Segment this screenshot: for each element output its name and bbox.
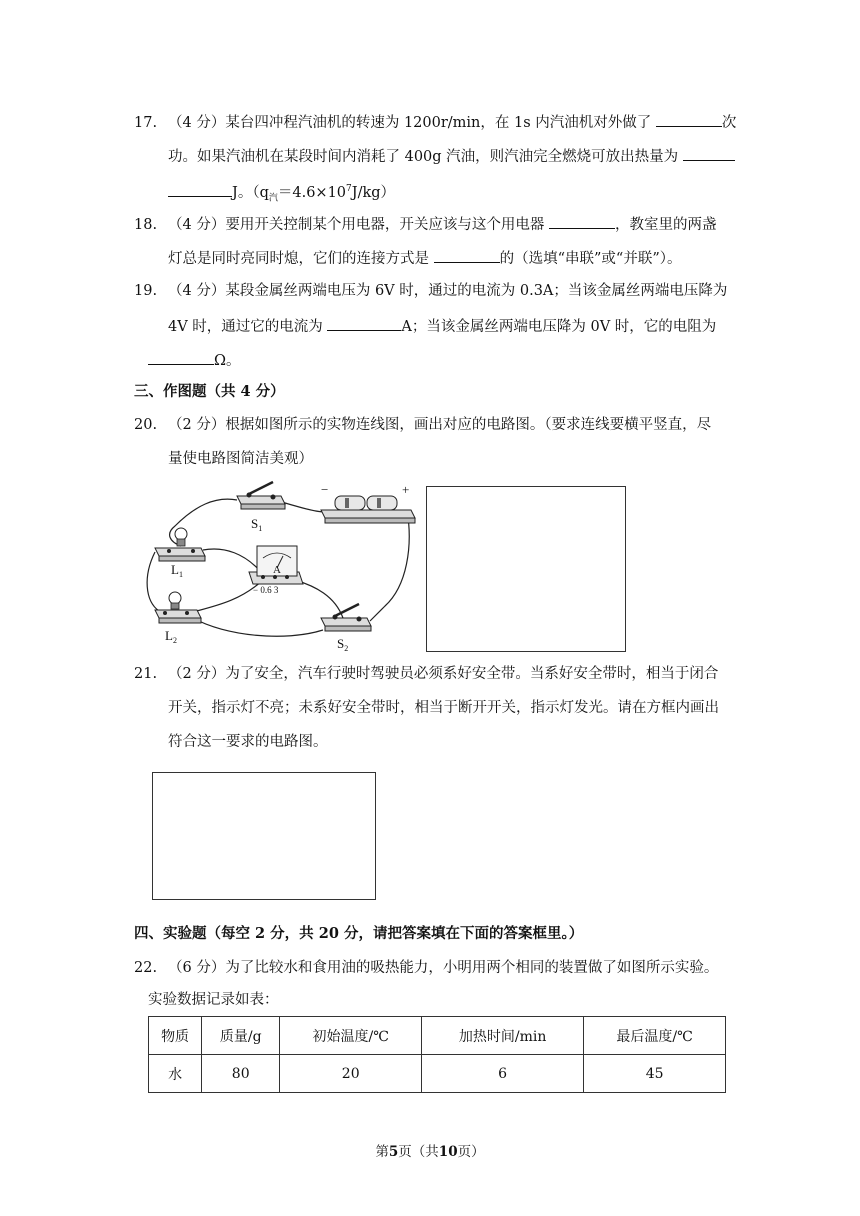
label-l2: $L_2$: [165, 628, 177, 645]
table-cell: 80: [202, 1055, 280, 1093]
q19-blank-1: [327, 315, 401, 331]
switch-s2: [321, 604, 371, 631]
table-cell: 水: [149, 1055, 202, 1093]
label-battery-minus: −: [321, 482, 329, 497]
table-header-row: [149, 1017, 726, 1055]
q20-answer-box[interactable]: [426, 486, 626, 652]
q18-blank-2: [434, 247, 500, 263]
q21-number: 21.: [134, 666, 158, 682]
table-row: [149, 1055, 726, 1093]
q21-line-1: 21. （2 分）为了安全，汽车行驶时驾驶员必须系好安全带。当系好安全带时，相当于闭合: [134, 666, 719, 682]
q20-number: 20.: [134, 417, 158, 433]
q17-line-3: J。$(q_汽=4.6\times 10^7J/kg)$: [168, 179, 395, 209]
page-footer: 第5页（共10页）: [375, 1144, 485, 1160]
total-pages: 10: [438, 1144, 458, 1160]
q18-number: 18.: [134, 217, 158, 233]
label-meter-terminals: − 0.6 3: [253, 585, 279, 595]
switch-s1: [237, 482, 285, 509]
q17-line-1: 17. （4 分）某台四冲程汽油机的转速为 1200r/min，在 1s 内汽油机对外做了 次: [134, 111, 736, 133]
lamp-l1: [155, 528, 205, 561]
q17-line-2: 功。如果汽油机在某段时间内消耗了 400g 汽油，则汽油完全燃烧可放出热量为: [168, 145, 735, 167]
section-4-heading: 四、实验题（每空 2 分，共 20 分，请把答案填在下面的答案框里。）: [134, 925, 584, 942]
wire-l2-to-s2: [193, 618, 323, 636]
page-number: 5: [388, 1144, 399, 1160]
table-header: 初始温度/℃: [280, 1017, 422, 1055]
q17-blank-1: [656, 111, 722, 127]
q17-blank-2b: [168, 181, 232, 197]
section-3-heading: 三、作图题（共 4 分）: [134, 383, 285, 400]
q21-answer-box[interactable]: [152, 772, 376, 900]
q18-line-2: 灯总是同时亮同时熄，它们的连接方式是 的（选填“串联”或“并联”）。: [168, 247, 682, 269]
table-cell: 20: [280, 1055, 422, 1093]
battery: [321, 496, 415, 523]
q20-line-2: 量使电路图简洁美观）: [168, 451, 313, 467]
table-cell: 6: [422, 1055, 584, 1093]
q19-number: 19.: [134, 283, 158, 299]
lamp-l2: [155, 592, 201, 623]
q22-number: 22.: [134, 960, 158, 976]
q21-line-3: 符合这一要求的电路图。: [168, 734, 328, 750]
q21-line-2: 开关，指示灯不亮；未系好安全带时，相当于断开开关，指示灯发光。请在方框内画出: [168, 700, 719, 716]
label-l1: $L_1$: [171, 562, 183, 579]
q20-line-1: 20. （2 分）根据如图所示的实物连线图，画出对应的电路图。（要求连线要横平竖直，尽: [134, 417, 712, 433]
q22-line-1: 22. （6 分）为了比较水和食用油的吸热能力，小明用两个相同的装置做了如图所示实验。: [134, 960, 719, 976]
label-s2: $S_2$: [337, 636, 349, 653]
table-header: 质量/g: [202, 1017, 280, 1055]
q17-number: 17.: [134, 115, 158, 131]
q19-line-2: 4V 时，通过它的电流为 A；当该金属丝两端电压降为 0V 时，它的电阻为: [168, 315, 716, 337]
circuit-figure: [145, 476, 425, 656]
table-header: 物质: [149, 1017, 202, 1055]
q22-line-2: 实验数据记录如表：: [148, 992, 279, 1008]
wire-battery-right: [370, 510, 409, 621]
q22-data-table: [148, 1016, 726, 1093]
wire-ammeter-to-s2: [295, 580, 343, 618]
q18-blank-1: [549, 213, 615, 229]
wire-l1-to-l2: [147, 552, 159, 611]
q19-line-1: 19. （4 分）某段金属丝两端电压为 6V 时，通过的电流为 0.3A；当该金属丝两端电压降为: [134, 283, 728, 299]
table-cell: 45: [584, 1055, 726, 1093]
label-ammeter: A: [273, 564, 281, 576]
table-header: 加热时间/min: [422, 1017, 584, 1055]
q17-blank-2a: [683, 145, 735, 161]
q18-line-1: 18. （4 分）要用开关控制某个用电器，开关应该与这个用电器 ，教室里的两盏: [134, 213, 716, 235]
label-battery-plus: +: [402, 482, 410, 497]
wire-l1-to-ammeter: [203, 549, 261, 572]
table-header: 最后温度/℃: [584, 1017, 726, 1055]
q19-blank-2: [148, 349, 214, 365]
label-s1: $S_1$: [251, 516, 263, 533]
q19-line-3: Ω。: [148, 349, 241, 371]
